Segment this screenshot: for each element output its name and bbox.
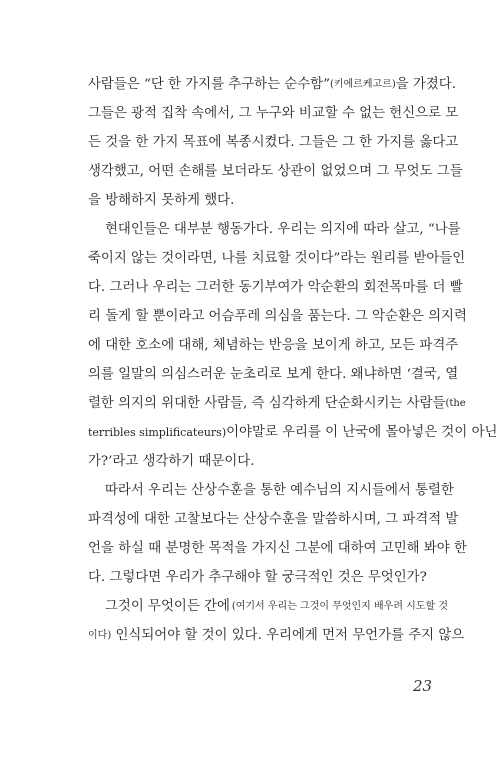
text-line-1 [88, 75, 456, 95]
parenthetical-note: 이다) [88, 630, 112, 641]
text-segment: 을 가졌다. [395, 77, 456, 92]
text-line-4 [88, 162, 463, 182]
text-line-12 [88, 394, 466, 414]
text-segment: 따라서 우리는 산상수훈을 통한 예수님의 지시들에서 통렬한 [105, 483, 454, 498]
text-segment: 사람들은 “단 한 가지를 추구하는 순수함” [88, 77, 330, 92]
text-line-16 [88, 510, 459, 530]
text-segment: 가?’라고 생각하기 때문이다. [88, 454, 255, 469]
text-line-5 [88, 191, 448, 211]
text-segment: 에 대한 호소에 대해, 체념하는 반응을 보이게 하고, 모든 파격주 [88, 338, 459, 353]
text-line-9 [88, 307, 467, 327]
text-segment: 다. 그렇다면 우리가 추구해야 할 궁극적인 것은 무엇인가? [88, 570, 427, 585]
text-segment: 든 것을 한 가지 목표에 복종시켰다. 그들은 그 한 가지를 옳다고 [88, 135, 459, 150]
text-line-8 [88, 278, 463, 298]
text-segment: 인식되어야 할 것이 있다. 우리에게 먼저 무언가를 주지 않으 [111, 628, 465, 643]
text-segment: 언을 하실 때 분명한 목적을 가지신 그분에 대하여 고민해 봐야 한 [88, 541, 467, 556]
page-number: 23 [413, 677, 433, 695]
text-segment: 현대인들은 대부분 행동가다. 우리는 의지에 따라 살고, “나를 [105, 222, 461, 237]
citation-note: (키에르케고르) [329, 79, 396, 90]
text-line-19 [105, 597, 448, 617]
text-line-2 [88, 104, 459, 124]
text-line-6 [105, 220, 461, 240]
text-segment: 죽이지 않는 것이라면, 나를 치료할 것이다”라는 원리를 받아들인 [88, 251, 466, 266]
text-line-13 [88, 423, 498, 443]
text-line-3 [88, 133, 459, 153]
text-line-17 [88, 539, 467, 559]
text-segment: 리 돌게 할 뿐이라고 어슴푸레 의심을 품는다. 그 악순환은 의지력 [88, 309, 467, 324]
text-segment: 렬한 의지의 위대한 사람들, 즉 심각하게 단순화시키는 사람들 [88, 396, 446, 411]
text-segment: 생각했고, 어떤 손해를 보더라도 상관이 없었으며 그 무엇도 그들 [88, 164, 463, 179]
text-line-14 [88, 452, 448, 472]
text-segment: 그것이 무엇이든 간에 [105, 599, 230, 614]
text-segment: 파격성에 대한 고찰보다는 산상수훈을 말씀하시며, 그 파격적 발 [88, 512, 459, 527]
text-line-18 [88, 568, 448, 588]
text-segment: 다. 그러나 우리는 그러한 동기부여가 악순환의 회전목마를 더 빨 [88, 280, 463, 295]
text-line-15 [105, 481, 454, 501]
text-line-20 [88, 626, 465, 646]
text-line-10 [88, 336, 459, 356]
foreign-term: (the [445, 398, 466, 409]
text-segment: 이야말로 우리를 이 난국에 몰아넣은 것이 아닌 [226, 425, 498, 440]
text-line-11 [88, 365, 459, 385]
text-segment: 의를 일말의 의심스러운 눈초리로 보게 한다. 왜냐하면 ‘결국, 열 [88, 367, 459, 382]
text-line-7 [88, 249, 466, 269]
text-segment: 그들은 광적 집착 속에서, 그 누구와 비교할 수 없는 헌신으로 모 [88, 106, 459, 121]
foreign-term: terribles simplificateurs) [88, 426, 227, 439]
text-segment: 을 방해하지 못하게 했다. [88, 193, 235, 208]
parenthetical-note: (여기서 우리는 그것이 무엇인지 배우려 시도할 것 [231, 601, 448, 612]
